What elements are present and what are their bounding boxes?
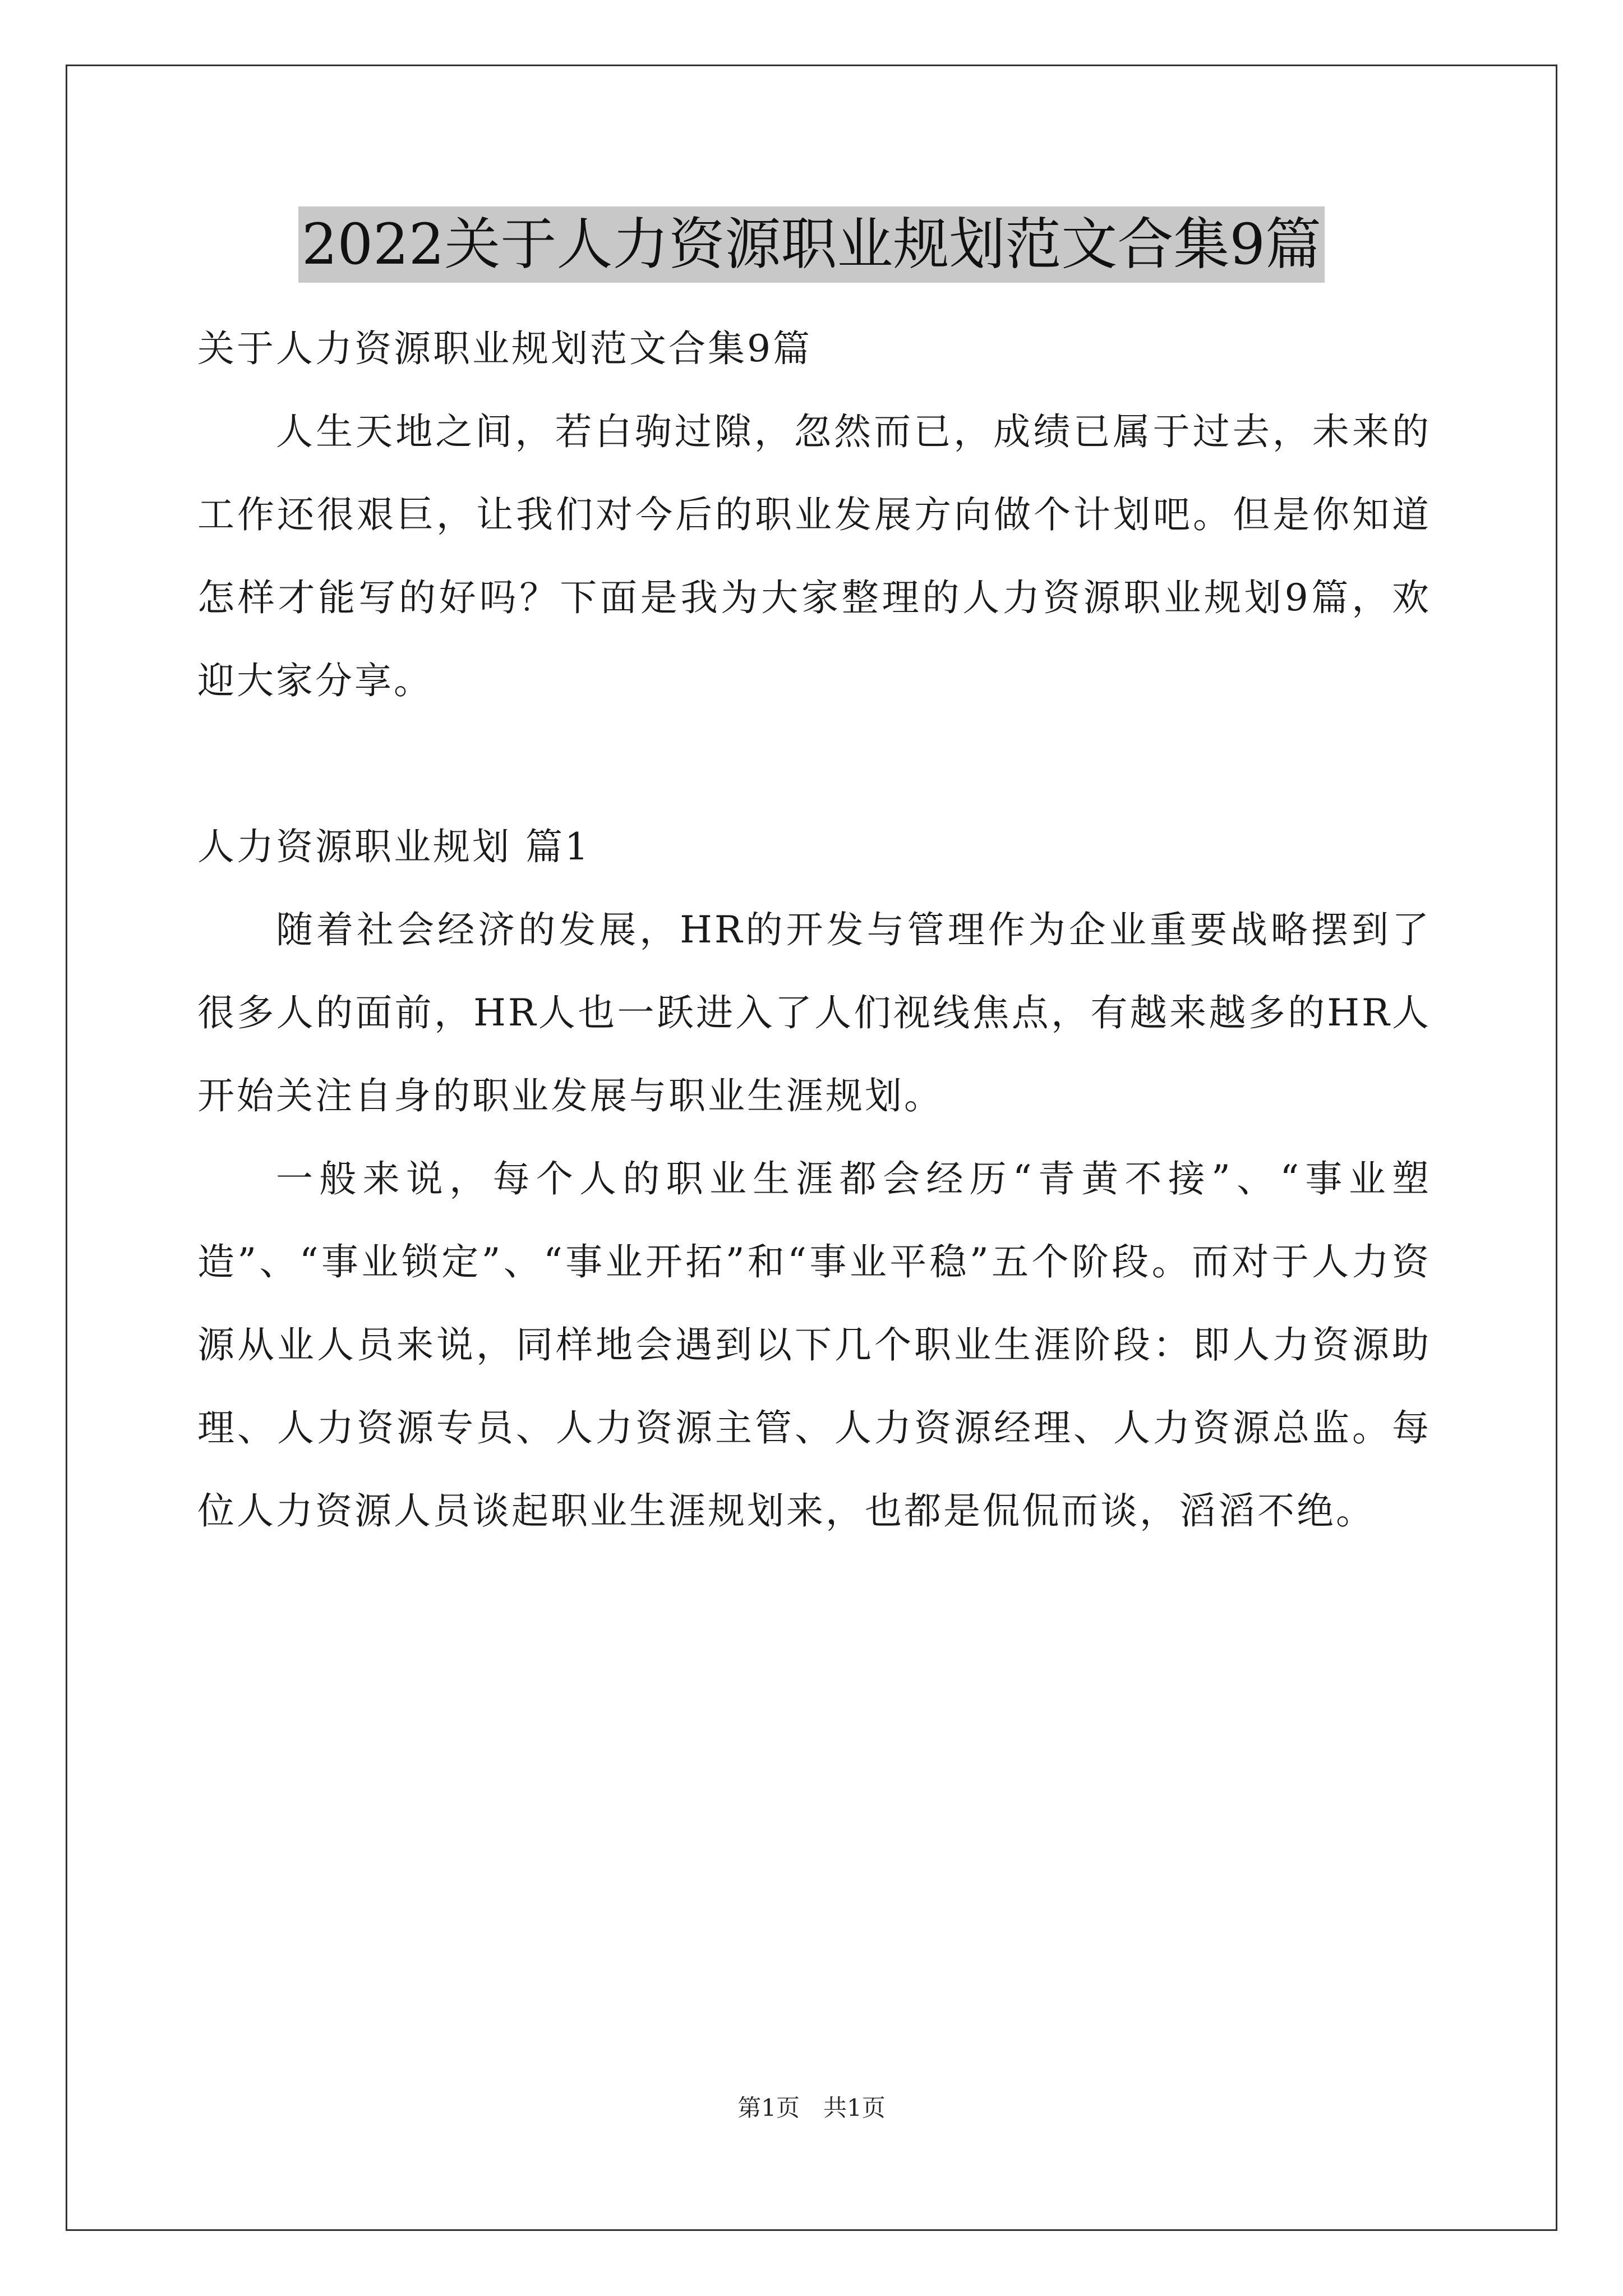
intro-paragraph: 人生天地之间，若白驹过隙，忽然而已，成绩已属于过去，未来的工作还很艰巨，让我们对今后的职业发展方向做个计划吧。但是你知道怎样才能写的好吗？下面是我为大家整理的人力资源职业规划9篇，欢迎大家分享。 — [197, 410, 1431, 702]
document-subtitle: 关于人力资源职业规划范文合集9篇 — [197, 327, 812, 370]
section-spacer — [197, 723, 1431, 806]
document-body — [197, 307, 1431, 1553]
title-container — [0, 206, 1623, 283]
page-total: 共1页 — [823, 2094, 886, 2122]
page-footer — [0, 2091, 1623, 2125]
document-title: 2022关于人力资源职业规划范文合集9篇 — [298, 206, 1325, 283]
section-heading: 人力资源职业规划 篇1 — [197, 825, 591, 868]
body-paragraph-1: 随着社会经济的发展，HR的开发与管理作为企业重要战略摆到了很多人的面前，HR人也一跃进入了人们视线焦点，有越来越多的HR人开始关注自身的职业发展与职业生涯规划。 — [197, 908, 1431, 1117]
body-paragraph-2: 一般来说，每个人的职业生涯都会经历“青黄不接”、“事业塑造”、“事业锁定”、“事业开拓”和“事业平稳”五个阶段。而对于人力资源从业人员来说，同样地会遇到以下几个职业生涯阶段：即人力资源助理、人力资源专员、人力资源主管、人力资源经理、人力资源总监。每位人力资源人员谈起职业生涯规划来，也都是侃侃而谈，滔滔不绝。 — [197, 1157, 1431, 1533]
page-number: 第1页 — [737, 2094, 800, 2122]
